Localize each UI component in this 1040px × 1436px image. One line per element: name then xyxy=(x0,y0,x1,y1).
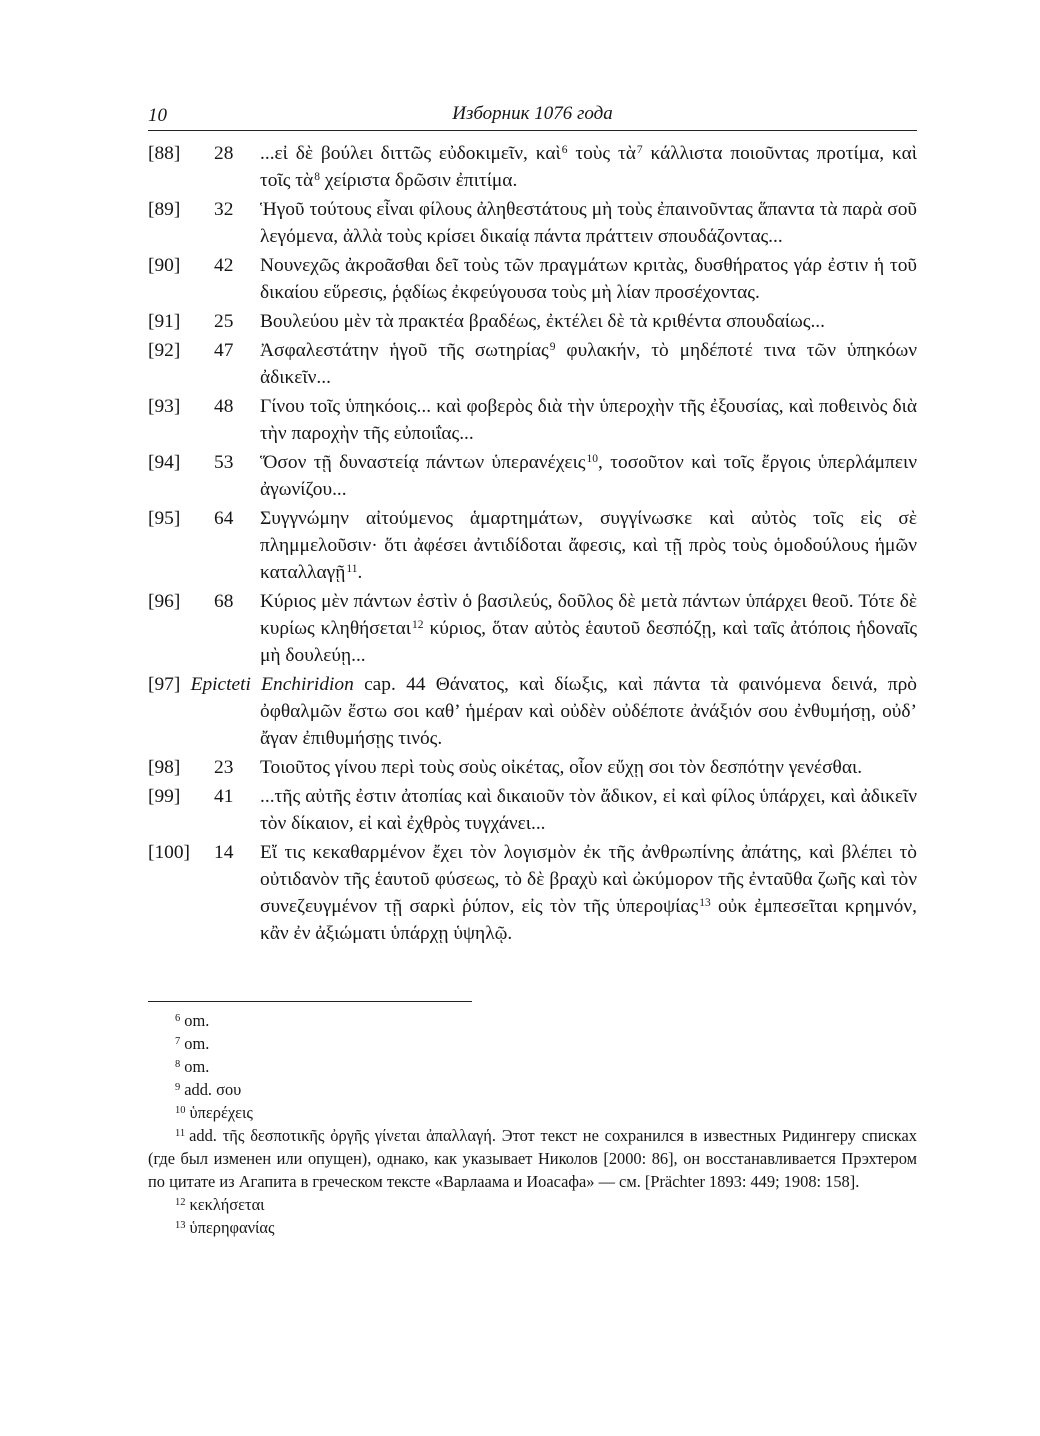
entry-number: [95] xyxy=(148,508,181,529)
source-reference: 28 xyxy=(214,143,234,164)
footnote-marker: 11 xyxy=(175,1128,186,1139)
text-segment: Βουλεύου μὲν τὰ πρακτέα βραδέως, ἐκτέλει δὲ τὰ κριθέντα σπουδαίως... xyxy=(260,311,826,332)
footnote-marker: 10 xyxy=(175,1105,186,1116)
entry xyxy=(148,337,917,391)
entry-text xyxy=(260,140,917,194)
footnote xyxy=(148,1009,917,1032)
text-segment: Ἡγοῦ τούτους εἶναι φίλους ἀληθεστάτους μὴ τοὺς ἐπαινοῦντας ἅπαντα τὰ παρὰ σοῦ λεγόμενα, ἀλλὰ τοὺς κρίσει δικαίᾳ πάντα πράττειν σπουδάζοντας... xyxy=(260,199,917,247)
text-segment: κύριος, ὅταν αὐτὸς ἑαυτοῦ δεσπόζῃ, καὶ ταῖς ἀτόποις ἡδοναῖς μὴ δουλεύῃ... xyxy=(260,618,918,666)
text-segment: . xyxy=(357,562,363,583)
footnote-text: κεκλήσεται xyxy=(189,1195,265,1214)
footnote-text: om. xyxy=(184,1034,210,1053)
running-header xyxy=(148,101,917,131)
entry-number: [91] xyxy=(148,311,181,332)
text-segment: ...εἰ δὲ βούλει διττῶς εὐδοκιμεῖν, καὶ xyxy=(260,143,561,164)
footnote xyxy=(148,1032,917,1055)
text-segment: κάλλιστα ποιοῦντας προτίμα, καὶ τοῖς τὰ xyxy=(260,143,917,191)
footnote-text: ὑπερέχεις xyxy=(189,1103,253,1122)
footnote-text: add. τῆς δεσποτικῆς ὀργῆς γίνεται ἀπαλλαγή. Этот текст не сохранился в известных Ридингеру списках (где был изменен или опущен), однако, как указывает Николов [2000: 86], он восстанавливается Прэхтером по цитате из Агапита в греческом тексте «Варлаама и Иоасафа» — см. [Prächter 1893: 449; 1908: 158]. xyxy=(148,1126,917,1191)
source-reference: 42 xyxy=(214,255,234,276)
entry-number: [97] xyxy=(148,674,181,695)
text-segment: χείριστα δρῶσιν ἐπιτίμα. xyxy=(319,170,518,191)
entry-text xyxy=(148,671,917,752)
footnote-marker: 13 xyxy=(175,1220,186,1231)
entry-number: [93] xyxy=(148,396,181,417)
footnote-marker: 6 xyxy=(175,1013,181,1024)
footnote-reference: 13 xyxy=(699,897,711,909)
entry xyxy=(148,449,917,503)
entry-text xyxy=(260,754,917,781)
footnote xyxy=(148,1055,917,1078)
text-segment: Ὅσον τῇ δυναστείᾳ πάντων ὑπερανέχεις xyxy=(260,452,586,473)
entry xyxy=(148,308,917,335)
text-segment: οὐκ ἐμπεσεῖται κρημνόν, κἂν ἐν ἀξιώματι ὑπάρχῃ ὑψηλῷ. xyxy=(260,896,917,944)
text-segment: cap. 44 Θάνατος, καὶ δίωξις, καὶ πάντα τὰ φαινόμενα δεινά, πρὸ ὀφθαλμῶν ἔστω σοι καθ’ ἡμέραν καὶ οὐδὲν οὐδέποτε ἀνάξιόν σου ἐνθυμήσῃ, οὐδ’ ἄγαν ἐπιθυμήσῃς τινός. xyxy=(260,674,917,749)
entry-text xyxy=(260,393,917,447)
source-title: Epicteti Enchiridion xyxy=(190,674,354,695)
source-reference: 25 xyxy=(214,311,234,332)
entry-text xyxy=(260,308,917,335)
entry-text xyxy=(260,449,917,503)
entry xyxy=(148,196,917,250)
footnote-marker: 8 xyxy=(175,1059,181,1070)
footnote xyxy=(148,1124,917,1193)
text-segment: Κύριος μὲν πάντων ἐστὶν ὁ βασιλεύς, δοῦλος δὲ μετὰ πάντων ὑπάρχει θεοῦ. Τότε δὲ κυρίως κληθήσεται xyxy=(260,591,917,639)
source-reference: 53 xyxy=(214,452,234,473)
footnote xyxy=(148,1216,917,1239)
entry xyxy=(148,839,917,947)
text-segment: τοὺς τὰ xyxy=(567,143,636,164)
footnote-marker: 12 xyxy=(175,1197,186,1208)
entry-number: [96] xyxy=(148,591,181,612)
entry xyxy=(148,588,917,669)
footnote-reference: 11 xyxy=(346,563,358,575)
footnote-text: ὑπερηφανίας xyxy=(189,1218,275,1237)
entry xyxy=(148,393,917,447)
text-segment: ...τῆς αὐτῆς ἐστιν ἀτοπίας καὶ δικαιοῦν τὸν ἄδικον, εἰ καὶ φίλος ὑπάρχει, καὶ ἀδικεῖν τὸν δίκαιον, εἰ καὶ ἐχθρὸς τυγχάνει... xyxy=(260,786,917,834)
footnote-marker: 7 xyxy=(175,1036,181,1047)
text-segment: Τοιοῦτος γίνου περὶ τοὺς σοὺς οἰκέτας, οἷον εὔχῃ σοι τὸν δεσπότην γενέσθαι. xyxy=(260,757,863,778)
text-segment: Ἀσφαλεστάτην ἡγοῦ τῆς σωτηρίας xyxy=(260,340,549,361)
entry-text xyxy=(260,839,917,947)
entry xyxy=(148,754,917,781)
footnote-reference: 12 xyxy=(412,619,424,631)
footnote-marker: 9 xyxy=(175,1082,181,1093)
page-number: 10 xyxy=(148,105,167,126)
footnote-text: add. σου xyxy=(184,1080,242,1099)
text-segment: φυλακήν, τὸ μηδέποτέ τινα τῶν ὑπηκόων ἀδικεῖν... xyxy=(260,340,917,388)
text-segment: , τοσοῦτον καὶ τοῖς ἔργοις ὑπερλάμπειν ἀγωνίζου... xyxy=(260,452,917,500)
source-reference: 32 xyxy=(214,199,234,220)
entry xyxy=(148,140,917,194)
entry-number: [88] xyxy=(148,143,181,164)
entry xyxy=(148,671,917,752)
entry-number: [99] xyxy=(148,786,181,807)
header-rule xyxy=(148,130,917,131)
entry-number: [89] xyxy=(148,199,181,220)
entry-text xyxy=(260,196,917,250)
footnote-text: om. xyxy=(184,1011,210,1030)
source-reference: 14 xyxy=(214,842,234,863)
text-segment: Νουνεχῶς ἀκροᾶσθαι δεῖ τοὺς τῶν πραγμάτων κριτὰς, δυσθήρατος γάρ ἐστιν ἡ τοῦ δικαίου εὕρεσις, ῥᾳδίως ἐκφεύγουσα τοὺς μὴ λίαν προσέχοντας. xyxy=(260,255,917,303)
footnote-rule xyxy=(148,1001,472,1002)
footnote-reference: 10 xyxy=(586,453,598,465)
entry-number: [100] xyxy=(148,842,191,863)
entry-number: [98] xyxy=(148,757,181,778)
text-segment: Γίνου τοῖς ὑπηκόοις... καὶ φοβερὸς διὰ τὴν ὑπεροχὴν τῆς ἐξουσίας, καὶ ποθεινὸς διὰ τὴν παροχὴν τῆς εὐποιΐας... xyxy=(260,396,917,444)
entry-text xyxy=(260,337,917,391)
footnote xyxy=(148,1078,917,1101)
entry xyxy=(148,505,917,586)
footnote-reference: 9 xyxy=(549,341,556,353)
source-reference: 68 xyxy=(214,591,234,612)
footnote-text: om. xyxy=(184,1057,210,1076)
footnote-reference: 8 xyxy=(314,171,320,183)
text-segment: Συγγνώμην αἰτούμενος ἁμαρτημάτων, συγγίνωσκε καὶ αὐτὸς τοῖς εἰς σὲ πλημμελοῦσιν· ὅτι ἀφέσει ἀντιδίδοται ἄφεσις, καὶ τῇ πρὸς τοὺς ὁμοδούλους ἡμῶν καταλλαγῇ xyxy=(260,508,917,583)
entry-list xyxy=(148,140,917,949)
footnote xyxy=(148,1193,917,1216)
source-reference: 64 xyxy=(214,508,234,529)
entry-number: [90] xyxy=(148,255,181,276)
entry-number: [92] xyxy=(148,340,181,361)
entry-text xyxy=(260,252,917,306)
entry-text xyxy=(260,783,917,837)
running-title: Изборник 1076 года xyxy=(452,103,613,124)
entry-text xyxy=(260,588,917,669)
source-reference: 48 xyxy=(214,396,234,417)
text-segment: Εἴ τις κεκαθαρμένον ἔχει τὸν λογισμὸν ἐκ τῆς ἀνθρωπίνης ἀπάτης, καὶ βλέπει τὸ οὐτιδανὸν τῆς ἑαυτοῦ φύσεως, τὸ δὲ βραχὺ καὶ ὠκύμορον τῆς ἐνταῦθα ζωῆς καὶ τὸν συνεζευγμένον τῇ σαρκὶ ῥύπον, εἰς τὸν τῆς ὑπεροψίας xyxy=(260,842,917,917)
entry xyxy=(148,783,917,837)
source-reference: 23 xyxy=(214,757,234,778)
entry xyxy=(148,252,917,306)
footnote xyxy=(148,1101,917,1124)
entry-text xyxy=(260,505,917,586)
footnote-reference: 7 xyxy=(636,144,643,156)
footnote-reference: 6 xyxy=(561,144,568,156)
footnote-list xyxy=(148,1009,917,1239)
source-reference: 47 xyxy=(214,340,234,361)
entry-number: [94] xyxy=(148,452,181,473)
source-reference: 41 xyxy=(214,786,234,807)
